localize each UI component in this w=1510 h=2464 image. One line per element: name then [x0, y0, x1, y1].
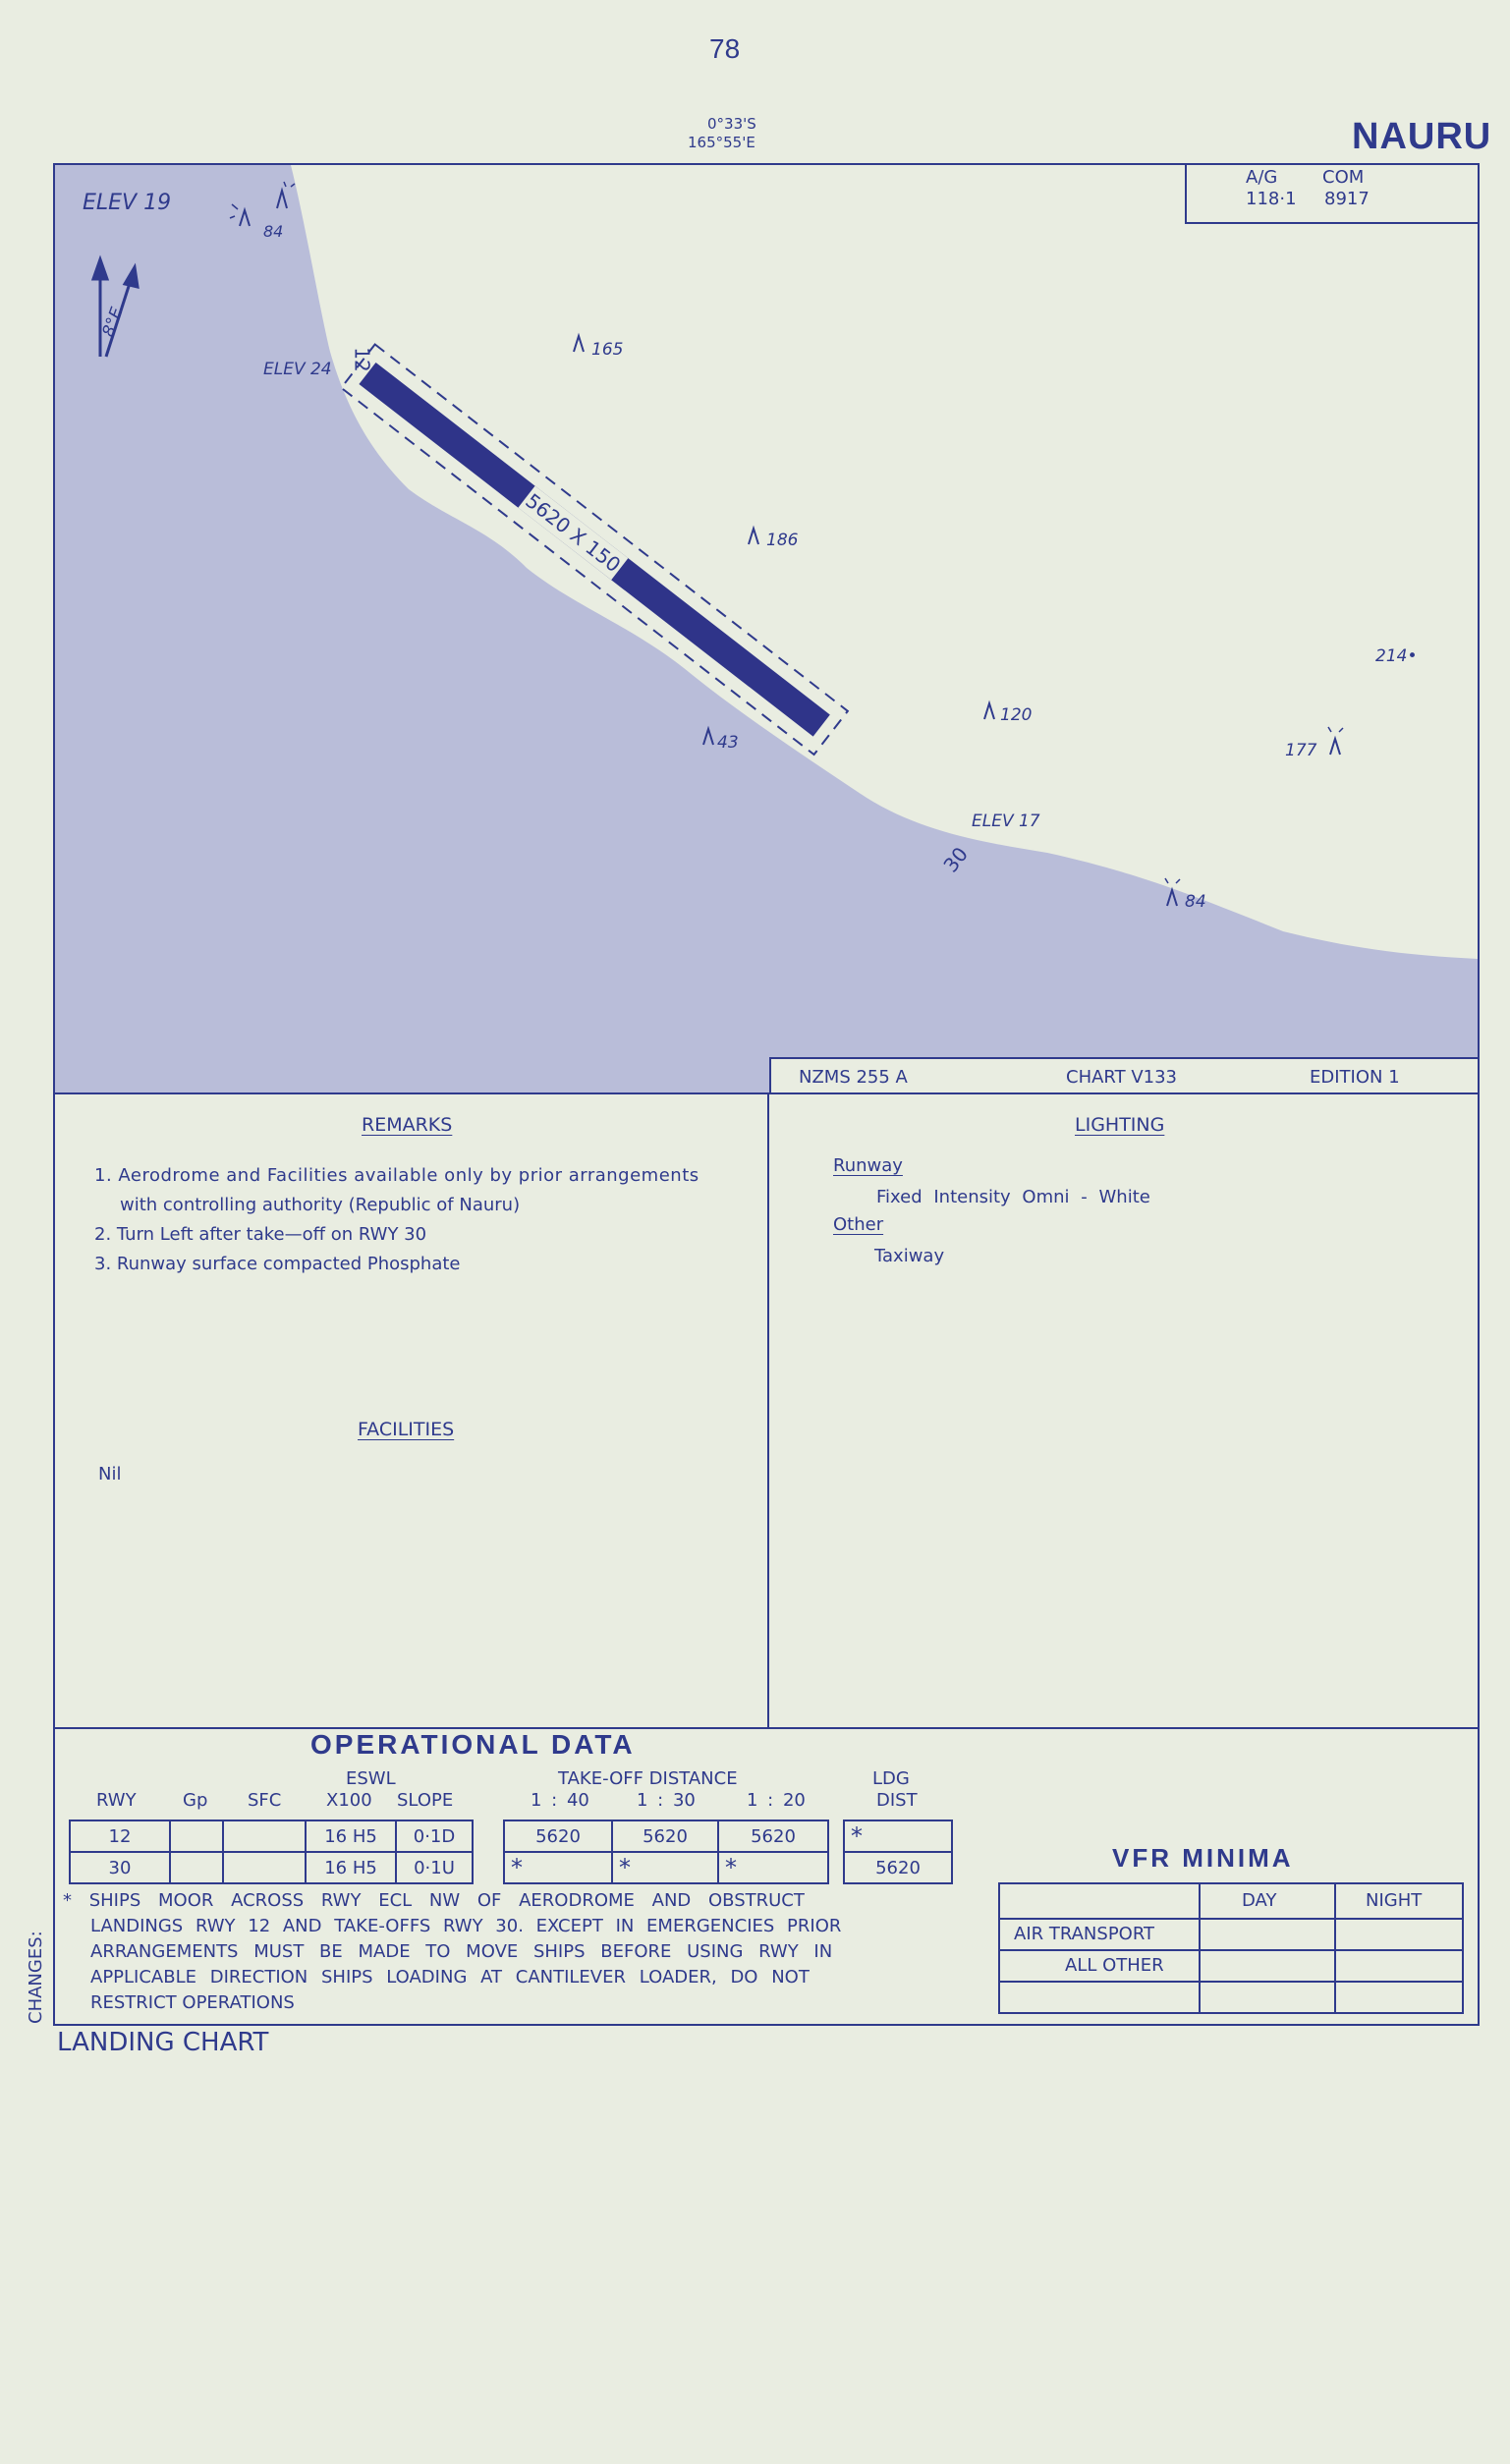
obstacle-height: 214• — [1375, 646, 1418, 666]
chart-info-strip — [769, 1057, 1480, 1094]
ship-note: LANDINGS RWY 12 AND TAKE-OFFS RWY 30. EXCEPT IN EMERGENCIES PRIOR — [90, 1916, 842, 1936]
runway-end-30: 30 — [938, 842, 974, 877]
sfc-header: SFC — [248, 1790, 282, 1811]
lighting-runway-value: Fixed Intensity Omni - White — [876, 1187, 1150, 1207]
chart-edition: EDITION 1 — [1310, 1067, 1400, 1088]
ldg-header: LDG — [872, 1768, 910, 1789]
cell-rwy: 30 — [69, 1851, 171, 1884]
cell-eswl: 16 H5 — [305, 1851, 397, 1884]
cell-gp — [169, 1851, 224, 1884]
obstacle-height: 177 — [1285, 741, 1317, 760]
info-panel — [53, 1092, 1480, 1729]
ag-frequency: 118·1 — [1246, 189, 1297, 209]
cell-ldg: 5620 — [843, 1851, 953, 1884]
remark-item: 3. Runway surface compacted Phosphate — [94, 1254, 461, 1274]
ship-note: RESTRICT OPERATIONS — [90, 1992, 295, 2013]
longitude: 165°55'E — [688, 134, 755, 151]
ship-note: APPLICABLE DIRECTION SHIPS LOADING AT CANTILEVER LOADER, DO NOT — [90, 1967, 810, 1988]
ratio-40-header: 1 : 40 — [531, 1790, 589, 1811]
vfr-row-label: ALL OTHER — [1065, 1955, 1164, 1976]
ag-label: A/G — [1246, 167, 1278, 188]
cell-slope: 0·1D — [395, 1820, 474, 1853]
elev-rwy30: ELEV 17 — [972, 812, 1040, 831]
vfr-night-header: NIGHT — [1366, 1890, 1423, 1911]
remark-item: with controlling authority (Republic of Nauru) — [120, 1195, 521, 1215]
facilities-value: Nil — [98, 1464, 122, 1484]
land-area — [55, 165, 1478, 1092]
vfr-row-label: AIR TRANSPORT — [1014, 1924, 1155, 1944]
cell-tod-30: * — [611, 1851, 719, 1884]
vfr-day-header: DAY — [1242, 1890, 1277, 1911]
lighting-other-value: Taxiway — [874, 1246, 945, 1266]
aerodrome-map — [53, 163, 1480, 1094]
cell-sfc — [222, 1820, 307, 1853]
operational-title: OPERATIONAL DATA — [310, 1729, 636, 1760]
slope-header: SLOPE — [397, 1790, 454, 1811]
rwy-header: RWY — [96, 1790, 137, 1811]
gp-header: Gp — [183, 1790, 208, 1811]
station-name: NAURU — [1352, 116, 1492, 157]
magnetic-variation: 8°E — [98, 305, 128, 340]
cell-gp — [169, 1820, 224, 1853]
footer-title: LANDING CHART — [57, 2028, 269, 2057]
cell-tod-40: 5620 — [503, 1820, 613, 1853]
cell-tod-30: 5620 — [611, 1820, 719, 1853]
elev-rwy12: ELEV 24 — [263, 360, 332, 379]
ratio-30-header: 1 : 30 — [637, 1790, 696, 1811]
vfr-table — [998, 1882, 1464, 2014]
runway-dimensions: 5620 X 150 — [521, 488, 626, 578]
page-number: 78 — [709, 33, 741, 64]
cell-tod-20: * — [717, 1851, 829, 1884]
remark-item: 1. Aerodrome and Facilities available only by prior arrangements — [94, 1165, 699, 1186]
facilities-title: FACILITIES — [358, 1419, 455, 1440]
obstacle-height: 186 — [766, 531, 799, 550]
latitude: 0°33'S — [707, 115, 756, 133]
remark-item: 2. Turn Left after take—off on RWY 30 — [94, 1224, 427, 1245]
obstacle-height: 43 — [717, 733, 739, 753]
eswl-unit-header: X100 — [326, 1790, 372, 1811]
cell-tod-40: * — [503, 1851, 613, 1884]
obstacle-height: 84 — [1185, 892, 1206, 912]
lighting-title: LIGHTING — [1075, 1114, 1165, 1136]
cell-sfc — [222, 1851, 307, 1884]
eswl-header: ESWL — [346, 1768, 396, 1789]
obstacle-height: 84 — [263, 222, 284, 241]
cell-ldg: * — [843, 1820, 953, 1853]
ratio-20-header: 1 : 20 — [747, 1790, 806, 1811]
obstacle-height: 165 — [591, 340, 624, 360]
ship-note: * SHIPS MOOR ACROSS RWY ECL NW OF AERODROME AND OBSTRUCT — [63, 1890, 805, 1911]
vfr-title: VFR MINIMA — [1112, 1843, 1294, 1873]
lighting-other-label: Other — [833, 1214, 884, 1235]
cell-rwy: 12 — [69, 1820, 171, 1853]
com-label: COM — [1322, 167, 1365, 188]
cell-tod-20: 5620 — [717, 1820, 829, 1853]
elev-airport: ELEV 19 — [83, 191, 172, 215]
obstacle-height: 120 — [1000, 705, 1033, 725]
lighting-runway-label: Runway — [833, 1155, 903, 1176]
remarks-title: REMARKS — [362, 1114, 453, 1136]
comm-box — [1185, 163, 1480, 224]
chart-number: CHART V133 — [1066, 1067, 1178, 1088]
com-frequency: 8917 — [1324, 189, 1370, 209]
changes-label: CHANGES: — [26, 1931, 46, 2024]
ship-note: ARRANGEMENTS MUST BE MADE TO MOVE SHIPS BEFORE USING RWY IN — [90, 1941, 833, 1962]
cell-eswl: 16 H5 — [305, 1820, 397, 1853]
chart-series: NZMS 255 A — [799, 1067, 908, 1088]
runway-end-12: 12 — [350, 347, 374, 372]
cell-slope: 0·1U — [395, 1851, 474, 1884]
tod-header: TAKE-OFF DISTANCE — [558, 1768, 738, 1789]
dist-header: DIST — [876, 1790, 918, 1811]
